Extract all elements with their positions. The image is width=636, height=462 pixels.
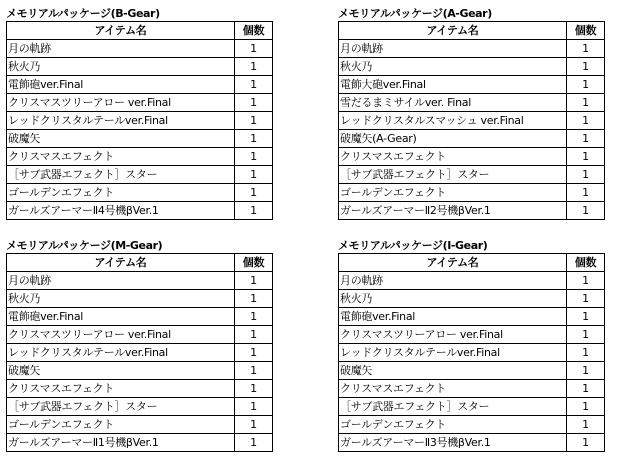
item-name-cell: ガールズアーマーⅡ3号機βVer.1 xyxy=(339,434,567,452)
quantity-cell: 1 xyxy=(235,272,273,290)
table-row xyxy=(7,184,273,202)
item-name-cell: クリスマスエフェクト xyxy=(7,148,235,166)
table-row xyxy=(7,166,273,184)
item-table xyxy=(6,253,273,452)
table-header-row xyxy=(7,22,273,40)
table-row xyxy=(339,272,605,290)
quantity-cell: 1 xyxy=(235,58,273,76)
quantity-cell: 1 xyxy=(567,272,605,290)
item-name-cell: レッドクリスタルテールver.Final xyxy=(7,112,235,130)
table-row xyxy=(339,40,605,58)
item-name-header: アイテム名 xyxy=(339,254,567,272)
quantity-cell: 1 xyxy=(235,112,273,130)
quantity-cell: 1 xyxy=(235,290,273,308)
table-row xyxy=(339,344,605,362)
item-name-cell: クリスマスツリーアロー ver.Final xyxy=(339,326,567,344)
quantity-cell: 1 xyxy=(235,130,273,148)
table-header-row xyxy=(7,254,273,272)
quantity-header: 個数 xyxy=(567,22,605,40)
item-name-cell: レッドクリスタルテールver.Final xyxy=(7,344,235,362)
quantity-cell: 1 xyxy=(235,416,273,434)
table-header-row xyxy=(339,22,605,40)
item-name-cell: 秋火乃 xyxy=(7,290,235,308)
quantity-cell: 1 xyxy=(235,76,273,94)
item-name-cell: 秋火乃 xyxy=(339,290,567,308)
table-row xyxy=(7,202,273,220)
item-name-cell: 雪だるまミサイルver. Final xyxy=(339,94,567,112)
item-name-cell: 電飾砲ver.Final xyxy=(7,308,235,326)
quantity-cell: 1 xyxy=(235,344,273,362)
quantity-cell: 1 xyxy=(235,184,273,202)
table-row xyxy=(7,308,273,326)
table-row xyxy=(7,290,273,308)
item-name-header: アイテム名 xyxy=(7,254,235,272)
quantity-cell: 1 xyxy=(567,184,605,202)
quantity-cell: 1 xyxy=(567,148,605,166)
table-row xyxy=(7,58,273,76)
package-title: メモリアルパッケージ(I-Gear) xyxy=(338,239,488,252)
item-name-cell: クリスマスツリーアロー ver.Final xyxy=(7,94,235,112)
item-table xyxy=(6,21,273,220)
quantity-cell: 1 xyxy=(567,76,605,94)
item-name-cell: ガールズアーマーⅡ2号機βVer.1 xyxy=(339,202,567,220)
item-name-cell: クリスマスエフェクト xyxy=(7,380,235,398)
quantity-cell: 1 xyxy=(567,94,605,112)
table-row xyxy=(339,76,605,94)
quantity-cell: 1 xyxy=(235,380,273,398)
table-row xyxy=(339,112,605,130)
table-row xyxy=(7,398,273,416)
item-name-cell: 月の軌跡 xyxy=(7,272,235,290)
table-row xyxy=(339,184,605,202)
table-row xyxy=(339,416,605,434)
quantity-header: 個数 xyxy=(235,254,273,272)
table-row xyxy=(7,434,273,452)
quantity-cell: 1 xyxy=(567,362,605,380)
quantity-cell: 1 xyxy=(235,202,273,220)
item-name-cell: 秋火乃 xyxy=(7,58,235,76)
item-name-header: アイテム名 xyxy=(339,22,567,40)
quantity-cell: 1 xyxy=(567,416,605,434)
quantity-cell: 1 xyxy=(567,308,605,326)
package-panel-i-gear xyxy=(338,238,604,452)
item-name-cell: 秋火乃 xyxy=(339,58,567,76)
package-panel-m-gear xyxy=(6,238,272,452)
table-row xyxy=(339,326,605,344)
quantity-cell: 1 xyxy=(567,40,605,58)
table-row xyxy=(339,434,605,452)
item-name-cell: 破魔矢(A-Gear) xyxy=(339,130,567,148)
item-name-cell: ガールズアーマーⅡ4号機βVer.1 xyxy=(7,202,235,220)
item-name-cell: 破魔矢 xyxy=(339,362,567,380)
table-row xyxy=(7,344,273,362)
table-row xyxy=(7,94,273,112)
table-row xyxy=(7,362,273,380)
quantity-header: 個数 xyxy=(567,254,605,272)
table-row xyxy=(7,40,273,58)
table-row xyxy=(7,416,273,434)
quantity-cell: 1 xyxy=(235,166,273,184)
quantity-cell: 1 xyxy=(567,380,605,398)
item-name-cell: ［サブ武器エフェクト］スター xyxy=(7,398,235,416)
table-row xyxy=(339,130,605,148)
item-name-cell: レッドクリスタルテールver.Final xyxy=(339,344,567,362)
table-row xyxy=(339,58,605,76)
table-row xyxy=(339,308,605,326)
quantity-cell: 1 xyxy=(567,290,605,308)
table-row xyxy=(339,362,605,380)
table-row xyxy=(339,166,605,184)
quantity-cell: 1 xyxy=(235,40,273,58)
table-row xyxy=(7,148,273,166)
item-table xyxy=(338,21,605,220)
table-row xyxy=(7,272,273,290)
table-row xyxy=(339,290,605,308)
quantity-cell: 1 xyxy=(567,434,605,452)
quantity-cell: 1 xyxy=(567,166,605,184)
item-table xyxy=(338,253,605,452)
package-panel-b-gear xyxy=(6,6,272,220)
table-row xyxy=(339,94,605,112)
package-panel-a-gear xyxy=(338,6,604,220)
item-name-cell: ゴールデンエフェクト xyxy=(7,416,235,434)
item-name-cell: 電飾砲ver.Final xyxy=(339,308,567,326)
table-row xyxy=(339,202,605,220)
item-name-cell: ゴールデンエフェクト xyxy=(7,184,235,202)
quantity-cell: 1 xyxy=(567,112,605,130)
package-title: メモリアルパッケージ(M-Gear) xyxy=(6,239,163,252)
item-name-cell: クリスマスツリーアロー ver.Final xyxy=(7,326,235,344)
item-name-cell: クリスマスエフェクト xyxy=(339,380,567,398)
package-title: メモリアルパッケージ(B-Gear) xyxy=(6,7,160,20)
quantity-cell: 1 xyxy=(567,326,605,344)
quantity-cell: 1 xyxy=(235,362,273,380)
quantity-cell: 1 xyxy=(235,308,273,326)
item-name-cell: クリスマスエフェクト xyxy=(339,148,567,166)
item-name-cell: レッドクリスタルスマッシュ ver.Final xyxy=(339,112,567,130)
table-row xyxy=(339,398,605,416)
table-row xyxy=(7,112,273,130)
item-name-cell: 電飾大砲ver.Final xyxy=(339,76,567,94)
table-row xyxy=(7,380,273,398)
item-name-header: アイテム名 xyxy=(7,22,235,40)
table-row xyxy=(7,76,273,94)
table-header-row xyxy=(339,254,605,272)
item-name-cell: 月の軌跡 xyxy=(339,272,567,290)
quantity-cell: 1 xyxy=(567,130,605,148)
quantity-header: 個数 xyxy=(235,22,273,40)
quantity-cell: 1 xyxy=(235,398,273,416)
item-name-cell: 電飾砲ver.Final xyxy=(7,76,235,94)
package-title: メモリアルパッケージ(A-Gear) xyxy=(338,7,492,20)
quantity-cell: 1 xyxy=(567,58,605,76)
quantity-cell: 1 xyxy=(567,344,605,362)
quantity-cell: 1 xyxy=(235,434,273,452)
item-name-cell: 破魔矢 xyxy=(7,362,235,380)
quantity-cell: 1 xyxy=(235,326,273,344)
quantity-cell: 1 xyxy=(567,202,605,220)
item-name-cell: 月の軌跡 xyxy=(339,40,567,58)
item-name-cell: ゴールデンエフェクト xyxy=(339,184,567,202)
item-name-cell: ゴールデンエフェクト xyxy=(339,416,567,434)
item-name-cell: ［サブ武器エフェクト］スター xyxy=(339,398,567,416)
table-row xyxy=(339,380,605,398)
item-name-cell: 月の軌跡 xyxy=(7,40,235,58)
item-name-cell: ［サブ武器エフェクト］スター xyxy=(339,166,567,184)
table-row xyxy=(7,326,273,344)
quantity-cell: 1 xyxy=(235,94,273,112)
quantity-cell: 1 xyxy=(567,398,605,416)
item-name-cell: ガールズアーマーⅡ1号機βVer.1 xyxy=(7,434,235,452)
table-row xyxy=(7,130,273,148)
item-name-cell: ［サブ武器エフェクト］スター xyxy=(7,166,235,184)
table-row xyxy=(339,148,605,166)
item-name-cell: 破魔矢 xyxy=(7,130,235,148)
quantity-cell: 1 xyxy=(235,148,273,166)
